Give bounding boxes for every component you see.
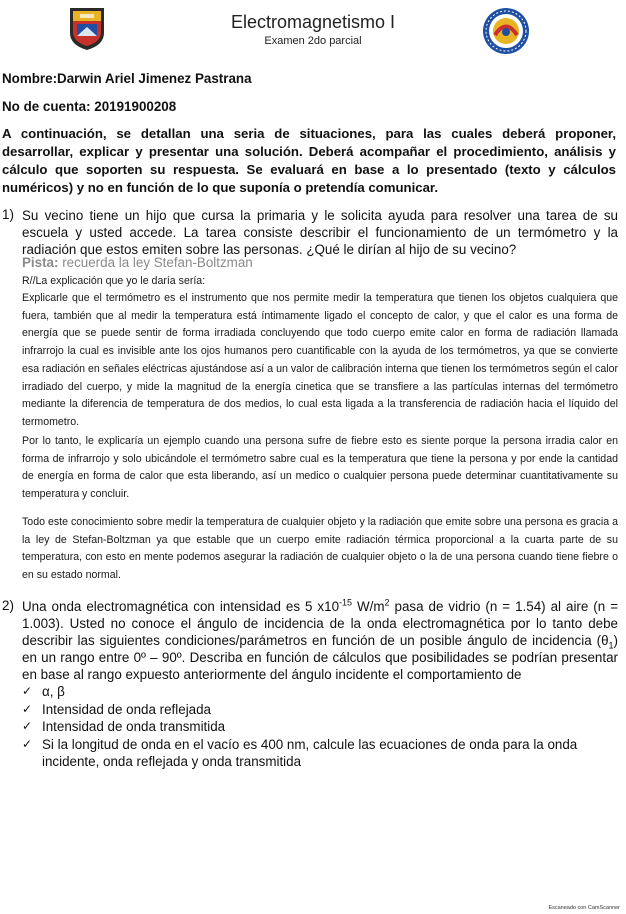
answer-paragraph-1: Explicarle que el termómetro es el instrumento que nos permite medir la temperatura que tienen los objetos cualquiera que fuera, también que al medir la temperatura está íntimamente ligado el concepto de calor, y que el calor es una forma de energía que se puede sentir de forma irradiada concluyendo que todo cuerpo emite calor en forma de radiación llamada infrarrojo la cual es invisible ante los ojos humanos pero cuantificable con la ayuda de los termómetros, ya que se convierte esa radiación en señales eléctricas ajustándose así a un valor de calibración interna que tienen los termómetros según el calor irradiado del cuerpo, y mide la magnitud de la energía cinetica que se transfiere a las partículas internas del termómetro mediante la diferencia de temperatura de dos medios, lo cual esta ligada a la transferencia de radiación hacia el líquido del termometro.: [22, 292, 618, 428]
question-1-hint: [22, 255, 253, 270]
exam-instructions: A continuación, se detallan una seria de situaciones, para las cuales deberá proponer, desarrollar, explicar y presentar una solución. Deberá acompañar el procedimiento, análisis y cálculo que soporten su respuesta. Se evaluará en base a lo presentado (texto y cálculos numéricos) y no en función de lo que suponía o pretendía comunicar.: [2, 126, 616, 195]
account-number: No de cuenta: 20191900208: [2, 99, 177, 114]
checklist-item-text: α, β: [42, 684, 65, 699]
question-2-number: 2): [2, 598, 14, 613]
hint-label: Pista:: [22, 255, 59, 270]
student-name: Nombre:Darwin Ariel Jimenez Pastrana: [2, 71, 252, 86]
checklist-item-text: Intensidad de onda transmitida: [42, 719, 226, 735]
checklist-item: [22, 736, 618, 770]
hint-text: recuerda la ley Stefan-Boltzman: [58, 255, 253, 270]
area-exponent: 2: [384, 597, 390, 608]
answer-paragraph-2: Por lo tanto, le explicaría un ejemplo cuando una persona sufre de fiebre esto es siente porque la persona irradia calor en forma de infrarrojo y solo ubicándole el termómetro sabre cual es la temperatura que tiene la persona y por ende la cantidad de energía en forma de calor que esta liberando, así un medico o cualquier persona puede determinar cuantitativamente su temperatura y concluir.: [22, 435, 618, 501]
checkmark-icon: ✓: [22, 736, 33, 751]
scanner-watermark: Escaneado con CamScanner: [548, 905, 620, 911]
theta-subscript: 1: [608, 640, 614, 651]
q2-text-part-d: ) en un rango entre 0º – 90º. Describa en función de cálculos que posibilidades se podrían presentar en base al rango expuesto anteriormente del ángulo incidente el comportamiento de: [22, 633, 618, 682]
intensity-exponent: -15: [339, 597, 353, 608]
checklist-item: [22, 718, 618, 735]
checklist-item-text: Si la longitud de onda en el vacío es 400 nm, calcule las ecuaciones de onda para la onda incidente, onda reflejada y onda transmitida: [42, 736, 578, 769]
document-subtitle: Examen 2do parcial: [264, 35, 362, 47]
answer-lead: R//La explicación que yo le daría sería:: [22, 275, 206, 287]
checklist-item: [22, 701, 618, 718]
checkmark-icon: ✓: [22, 701, 33, 716]
question-2-text: [22, 598, 618, 683]
q2-text-part-b: W/m: [352, 599, 385, 614]
checklist-item: [22, 683, 618, 700]
question-1-text: Su vecino tiene un hijo que cursa la primaria y le solicita ayuda para resolver una tarea de su escuela y usted accede. La tarea consiste describir el funcionamiento de un termómetro y la radiación que estos emiten sobre las personas. ¿Qué le dirían al hijo de su vecino?: [22, 208, 618, 257]
answer-paragraph-3: Todo este conocimiento sobre medir la temperatura de cualquier objeto y la radiación que emite sobre una persona es gracia a la ley de Stefan-Boltzman ya que estable que un cuerpo emite radiación térmica proporcional a la cuarta parte de su temperatura, con esto en mente podemos asegurar la radiación de cualquier objeto o la de una persona cuando tiene fiebre o en su estado normal.: [22, 516, 618, 582]
document-title: Electromagnetismo I: [230, 12, 396, 32]
q2-text-part-a: Una onda electromagnética con intensidad es 5 x10: [22, 599, 340, 614]
q2-text-part-c: pasa de vidrio (n = 1.54) al aire (n = 1.003). Usted no conoce el ángulo de incidencia de la onda electromagnética por lo tanto debe describir las siguientes condiciones/parámetros en función de un posible ángulo de incidencia (θ: [22, 599, 619, 648]
checkmark-icon: ✓: [22, 719, 33, 734]
question-2-checklist: [22, 683, 618, 770]
question-1-number: 1): [2, 207, 14, 222]
checkmark-icon: ✓: [22, 684, 33, 698]
checklist-item-text: Intensidad de onda reflejada: [42, 701, 212, 717]
